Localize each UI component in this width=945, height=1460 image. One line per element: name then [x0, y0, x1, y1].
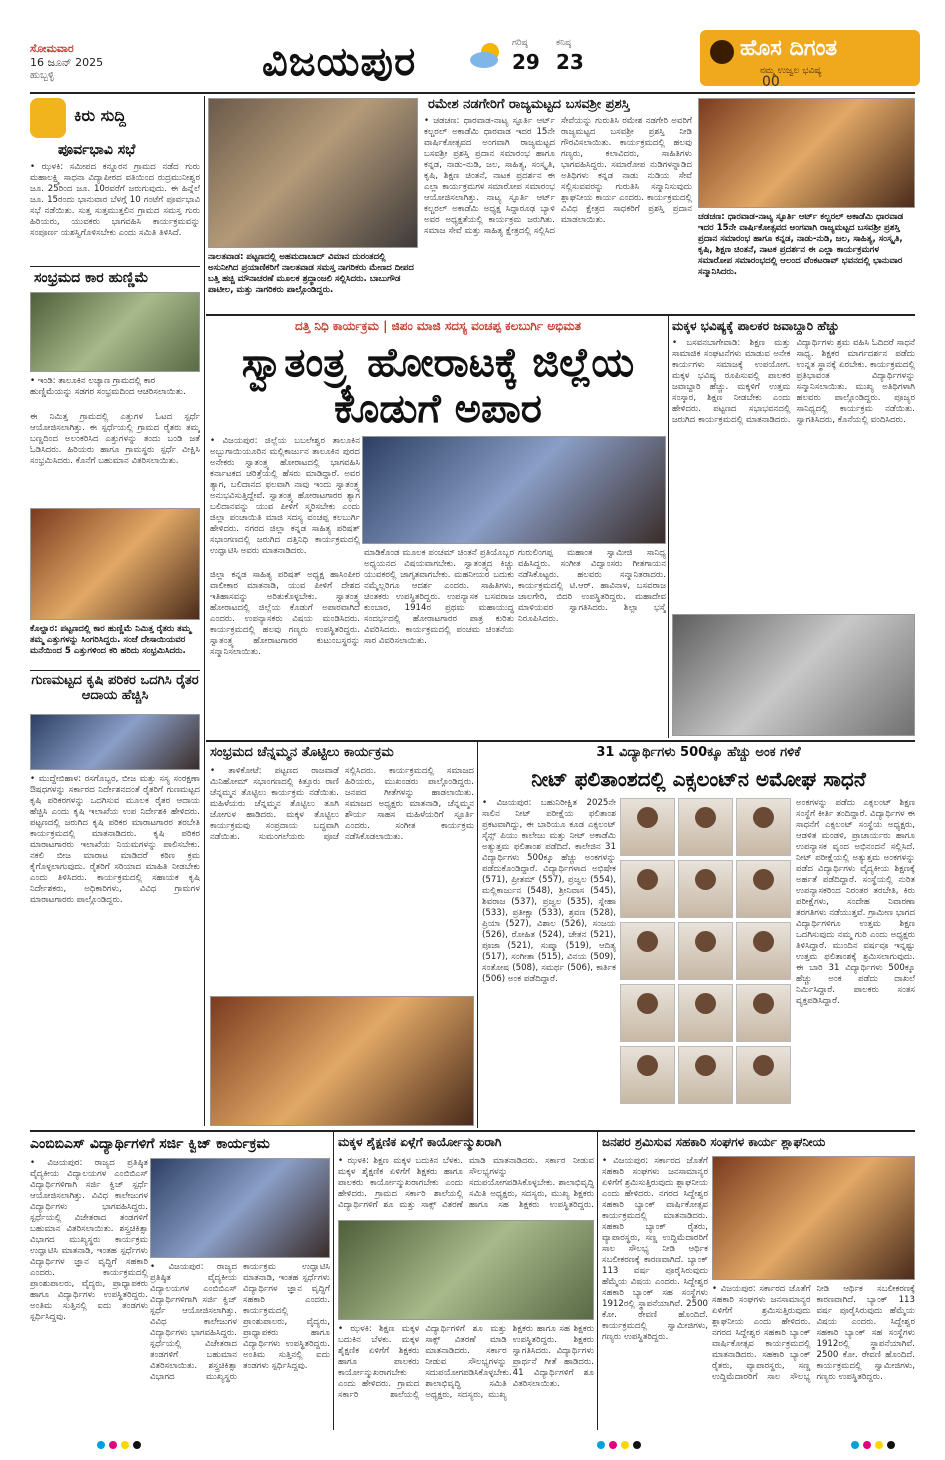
award-body: • ಚಡಚಣ: ಧಾರವಾಡ-ನಾಟ್ಯ ಸ್ಫೂರ್ತಿ ಆರ್ಟ್ ಕಲ್ಚರಲ್ ಅಕಾಡೆಮಿ ಧಾರವಾಡ ಇದರ 15ನೇ ವಾರ್ಷಿಕೋತ್ಸವದ ಅಂಗವಾಗಿ ರಾಜ್ಯಮಟ್ಟದ ಬಸವಶ್ರೀ ಪ್ರಶಸ್ತಿ ಪ್ರದಾನ ಸಮಾರಂಭ ಹಾಗೂ ಕನ್ನಡ, ನಾಡು-ನುಡಿ, ಜಲ, ಸಾಹಿತ್ಯ, ಸಂಸ್ಕೃತಿ, ಕೃಷಿ, ಶಿಕ್ಷಣ ಚಿಂತನೆ, ನಾಟಕ ಪ್ರದರ್ಶನ ಈ ಎಲ್ಲಾ ಕಾರ್ಯಕ್ರಮಗಳ ಸಮಾರೋಪ ಸಮಾರಂಭ ಆಯೋಜಿಸಲಾಗಿತ್ತು. ನಾಟ್ಯ ಸ್ಫೂರ್ತಿ ಆರ್ಟ್ ಕಲ್ಚರಲ್ ಅಕಾಡೆಮಿ ಅಧ್ಯಕ್ಷ ಸಿದ್ದಾರೂಢ ಬ್ಯಾಳಿ ಅವರ ಅಧ್ಯಕ್ಷತೆಯಲ್ಲಿ ಕಾರ್ಯಕ್ರಮ ಜರುಗಿತು. ಸಮಾಜ ಸೇವೆ ಮತ್ತು ಸಾಹಿತ್ಯ ಕ್ಷೇತ್ರದಲ್ಲಿ ಸಲ್ಲಿಸಿದ ಸೇವೆಯನ್ನು ಗುರುತಿಸಿ ರಮೇಶ ನಡಗೇರಿ ಅವರಿಗೆ ರಾಜ್ಯಮಟ್ಟದ ಬಸವಶ್ರೀ ಪ್ರಶಸ್ತಿ ನೀಡಿ ಗೌರವಿಸಲಾಯಿತು. ಕಾರ್ಯಕ್ರಮದಲ್ಲಿ ಹಲವು ಗಣ್ಯರು, ಕಲಾವಿದರು, ಸಾಹಿತಿಗಳು ಭಾಗವಹಿಸಿದ್ದರು. ಸಮಾರೋಪ ನುಡಿಗಳನ್ನಾಡಿದ ಅತಿಥಿಗಳು ಕನ್ನಡ ನಾಡು ನುಡಿಯ ಸೇವೆ ಸಲ್ಲಿಸುವವರನ್ನು ಗುರುತಿಸಿ ಸನ್ಮಾನಿಸುವುದು ಶ್ಲಾಘನೀಯ ಕಾರ್ಯ ಎಂದರು. ಕಾರ್ಯಕ್ರಮದಲ್ಲಿ ವಿವಿಧ ಕ್ಷೇತ್ರದ ಸಾಧಕರಿಗೆ ಪ್ರಶಸ್ತಿ ಪ್ರದಾನ ಮಾಡಲಾಯಿತು.: [424, 116, 692, 236]
weather-max: 29: [512, 50, 540, 74]
shoes-head: ಮಕ್ಕಳ ಶೈಕ್ಷಣಿಕ ಏಳ್ಗೆಗೆ ಕಾರ್ಯೋನ್ಮುಖರಾಗಿ: [338, 1135, 502, 1149]
shoes-body-2: • ಝಳಕಿ: ಶಿಕ್ಷಣ ಮಕ್ಕಳ ಬದುಕಿನ ಬೆಳಕು. ಮಕ್ಕಳ ಶೈಕ್ಷಣಿಕ ಏಳಿಗೆಗೆ ಶಿಕ್ಷಕರು ಹಾಗೂ ಪಾಲಕರು ಕಾರ್ಯೋನ್ಮುಖರಾಗಬೇಕು ಎಂದು ಹೇಳಿದರು. ಗ್ರಾಮದ ಸರ್ಕಾರಿ ಶಾಲೆಯಲ್ಲಿ ವಿದ್ಯಾರ್ಥಿಗಳಿಗೆ ಶೂ ಮತ್ತು ಸಾಕ್ಸ್ ವಿತರಣೆ ಮಾಡಿ ಮಾತನಾಡಿದರು. ಸರ್ಕಾರ ನೀಡುವ ಸೌಲಭ್ಯಗಳನ್ನು ಸದುಪಯೋಗಪಡಿಸಿಕೊಳ್ಳಬೇಕು. ಶಾಲಾಭಿವೃದ್ಧಿ ಸಮಿತಿ ಅಧ್ಯಕ್ಷರು, ಸದಸ್ಯರು, ಮುಖ್ಯ ಶಿಕ್ಷಕರು ಹಾಗೂ ಸಹ ಶಿಕ್ಷಕರು ಉಪಸ್ಥಿತರಿದ್ದರು. ಶಿಕ್ಷಕರು ಸ್ವಾಗತಿಸಿದರು. ವಿದ್ಯಾರ್ಥಿಗಳು ಪ್ರಾರ್ಥನೆ ಗೀತೆ ಹಾಡಿದರು. 41 ವಿದ್ಯಾರ್ಥಿಗಳಿಗೆ ಶೂ ವಿತರಿಸಲಾಯಿತು.: [338, 1324, 594, 1400]
page-number: 00: [762, 74, 780, 90]
masthead-dateline: [30, 42, 230, 90]
masthead-location: ಹುಬ್ಬಳ್ಳಿ: [30, 70, 55, 81]
item2-body: ಈ ನಿಮಿತ್ತ ಗ್ರಾಮದಲ್ಲಿ ಎತ್ತುಗಳ ಓಟದ ಸ್ಪರ್ಧೆ ಆಯೋಜಿಸಲಾಗಿತ್ತು. ಈ ಸ್ಪರ್ಧೆಯಲ್ಲಿ ಗ್ರಾಮದ ರೈತರು ತಮ್ಮ ಬಣ್ಣದಿಂದ ಅಲಂಕರಿಸಿದ ಎತ್ತುಗಳನ್ನು ತಂದು ಬಂಡಿ ಜತೆ ಓಡಿಸಿದರು. ಹಿರಿಯರು ಹಾಗೂ ಗ್ರಾಮಸ್ಥರು ಸ್ಪರ್ಧೆ ವೀಕ್ಷಿಸಿ ಸಂಭ್ರಮಿಸಿದರು. ಕೊನೆಗೆ ಬಹುಮಾನ ವಿತರಿಸಲಾಯಿತು.: [30, 412, 200, 466]
shoes-body: • ಝಳಕಿ: ಶಿಕ್ಷಣ ಮಕ್ಕಳ ಬದುಕಿನ ಬೆಳಕು. ಮಕ್ಕಳ ಶೈಕ್ಷಣಿಕ ಏಳಿಗೆಗೆ ಶಿಕ್ಷಕರು ಹಾಗೂ ಪಾಲಕರು ಕಾರ್ಯೋನ್ಮುಖರಾಗಬೇಕು ಎಂದು ಹೇಳಿದರು. ಗ್ರಾಮದ ಸರ್ಕಾರಿ ಶಾಲೆಯಲ್ಲಿ ವಿದ್ಯಾರ್ಥಿಗಳಿಗೆ ಶೂ ಮತ್ತು ಸಾಕ್ಸ್ ವಿತರಣೆ ಮಾಡಿ ಮಾತನಾಡಿದರು. ಸರ್ಕಾರ ನೀಡುವ ಸೌಲಭ್ಯಗಳನ್ನು ಸದುಪಯೋಗಪಡಿಸಿಕೊಳ್ಳಬೇಕು. ಶಾಲಾಭಿವೃದ್ಧಿ ಸಮಿತಿ ಅಧ್ಯಕ್ಷರು, ಸದಸ್ಯರು, ಮುಖ್ಯ ಶಿಕ್ಷಕರು ಹಾಗೂ ಸಹ ಶಿಕ್ಷಕರು ಉಪಸ್ಥಿತರಿದ್ದರು.: [338, 1156, 594, 1210]
student-photo: [678, 922, 733, 980]
student-photo: [620, 984, 675, 1042]
student-photo: [678, 860, 733, 918]
item3-photo: [30, 714, 200, 770]
lead-kicker: ದತ್ತಿ ನಿಧಿ ಕಾರ್ಯಕ್ರಮ | ಜಿಪಂ ಮಾಜಿ ಸದಸ್ಯ ವಂಚಪ್ಪ ಕಲಬುರ್ಗಿ ಅಭಿಮತ: [295, 319, 581, 333]
student-photo: [736, 860, 791, 918]
student-photo: [736, 798, 791, 856]
shoes-photo: [338, 1220, 594, 1320]
kirusuddi-badge: [30, 98, 170, 138]
weather-min-label: ಕನಿಷ್ಠ: [556, 38, 572, 48]
item2-caption: • ಇಂಡಿ: ತಾಲೂಕಿನ ಲಚ್ಯಾಣ ಗ್ರಾಮದಲ್ಲಿ ಕಾರ ಹುಣ್ಣಿಮೆಯನ್ನು ಸಡಗರ ಸಂಭ್ರಮದಿಂದ ಆಚರಿಸಲಾಯಿತು.: [30, 376, 186, 397]
student-photo: [678, 984, 733, 1042]
chennamma-photo: [210, 996, 474, 1126]
student-photo: [620, 860, 675, 918]
mbbs-body-2: • ವಿಜಯಪುರ: ರಾಜ್ಯದ ಪ್ರತಿಷ್ಠಿತ ವೈದ್ಯಕೀಯ ವಿದ್ಯಾಲಯಗಳ ಎಂಬಿಬಿಎಸ್ ವಿದ್ಯಾರ್ಥಿಗಳಿಗಾಗಿ ಸರ್ಜಿ ಕ್ವಿಜ್ ಸ್ಪರ್ಧೆ ಆಯೋಜಿಸಲಾಗಿತ್ತು. ವಿವಿಧ ಕಾಲೇಜುಗಳ ವಿದ್ಯಾರ್ಥಿಗಳು ಭಾಗವಹಿಸಿದ್ದರು. ಸ್ಪರ್ಧೆಯಲ್ಲಿ ವಿಜೇತರಾದ ತಂಡಗಳಿಗೆ ಬಹುಮಾನ ವಿತರಿಸಲಾಯಿತು. ಶಸ್ತ್ರಚಿಕಿತ್ಸಾ ವಿಭಾಗದ ಮುಖ್ಯಸ್ಥರು ಕಾರ್ಯಕ್ರಮ ಉದ್ಘಾಟಿಸಿ ಮಾತನಾಡಿ, ಇಂತಹ ಸ್ಪರ್ಧೆಗಳು ವಿದ್ಯಾರ್ಥಿಗಳ ಜ್ಞಾನ ವೃದ್ಧಿಗೆ ಸಹಕಾರಿ ಎಂದರು. ಕಾರ್ಯಕ್ರಮದಲ್ಲಿ ಪ್ರಾಂಶುಪಾಲರು, ವೈದ್ಯರು, ಪ್ರಾಧ್ಯಾಪಕರು ಹಾಗೂ ವಿದ್ಯಾರ್ಥಿಗಳು ಉಪಸ್ಥಿತರಿದ್ದರು. ಅಂತಿಮ ಸುತ್ತಿನಲ್ಲಿ ಐದು ತಂಡಗಳು ಸ್ಪರ್ಧಿಸಿದ್ದವು.: [150, 1262, 330, 1382]
item2-head: ಸಂಭ್ರಮದ ಕಾರ ಹುಣ್ಣಿಮೆ: [34, 270, 149, 286]
neet-kicker: 31 ವಿದ್ಯಾರ್ಥಿಗಳು 500ಕ್ಕೂ ಹೆಚ್ಚು ಅಂಕ ಗಳಿಕೆ: [596, 745, 801, 760]
neet-body-2: ಅಂಕಗಳನ್ನು ಪಡೆದು ಎಕ್ಸಲಂಟ್ ಶಿಕ್ಷಣ ಸಂಸ್ಥೆಗೆ ಕೀರ್ತಿ ತಂದಿದ್ದಾರೆ. ವಿದ್ಯಾರ್ಥಿಗಳ ಈ ಸಾಧನೆಗೆ ಎಕ್ಸಲಂಟ್ ಸಂಸ್ಥೆಯ ಅಧ್ಯಕ್ಷರು, ಆಡಳಿತ ಮಂಡಳಿ, ಪ್ರಾಚಾರ್ಯರು ಹಾಗೂ ಉಪನ್ಯಾಸಕ ವೃಂದ ಅಭಿನಂದನೆ ಸಲ್ಲಿಸಿದೆ. ನೀಟ್ ಪರೀಕ್ಷೆಯಲ್ಲಿ ಅತ್ಯುತ್ತಮ ಅಂಕಗಳನ್ನು ಪಡೆದ ವಿದ್ಯಾರ್ಥಿಗಳು ವೈದ್ಯಕೀಯ ಶಿಕ್ಷಣಕ್ಕೆ ಅರ್ಹತೆ ಪಡೆದಿದ್ದಾರೆ. ಸಂಸ್ಥೆಯಲ್ಲಿ ನುರಿತ ಉಪನ್ಯಾಸಕರಿಂದ ನಿರಂತರ ತರಬೇತಿ, ಕಿರು ಪರೀಕ್ಷೆಗಳು, ಸಂದೇಹ ನಿವಾರಣಾ ತರಗತಿಗಳು ನಡೆಯುತ್ತವೆ. ಗ್ರಾಮೀಣ ಭಾಗದ ವಿದ್ಯಾರ್ಥಿಗಳಿಗೂ ಉತ್ತಮ ಶಿಕ್ಷಣ ಒದಗಿಸುವುದು ನಮ್ಮ ಗುರಿ ಎಂದು ಅಧ್ಯಕ್ಷರು ತಿಳಿಸಿದ್ದಾರೆ. ಮುಂದಿನ ವರ್ಷವೂ ಇನ್ನಷ್ಟು ಉತ್ತಮ ಫಲಿತಾಂಶಕ್ಕೆ ಶ್ರಮಿಸಲಾಗುವುದು. ಈ ಬಾರಿ 31 ವಿದ್ಯಾರ್ಥಿಗಳು 500ಕ್ಕೂ ಹೆಚ್ಚು ಅಂಕ ಪಡೆದು ದಾಖಲೆ ನಿರ್ಮಿಸಿದ್ದಾರೆ. ಪಾಲಕರು ಸಂತಸ ವ್ಯಕ್ತಪಡಿಸಿದ್ದಾರೆ.: [796, 798, 915, 1006]
cooperative-head: ಜನಪರ ಶ್ರಮಿಸುವ ಸಹಕಾರಿ ಸಂಘಗಳ ಕಾರ್ಯ ಶ್ಲಾಘನೀಯ: [602, 1135, 826, 1149]
weather-max-label: ಗರಿಷ್ಠ: [512, 38, 528, 48]
lead-photo: [362, 436, 666, 544]
lead-body-2: ಜಿಲ್ಲಾ ಕನ್ನಡ ಸಾಹಿತ್ಯ ಪರಿಷತ್ ಅಧ್ಯಕ್ಷ ಹಾಸಿಂಪೀರ ವಾಲೀಕಾರ ಮಾತನಾಡಿ, ಯುವ ಪೀಳಿಗೆ ದೇಶದ ಇತಿಹಾಸವನ್ನು ಅರಿತುಕೊಳ್ಳಬೇಕು. ಸ್ವಾತಂತ್ರ್ಯ ಹೋರಾಟದಲ್ಲಿ ಜಿಲ್ಲೆಯ ಕೊಡುಗೆ ಅಪಾರವಾಗಿದೆ ಎಂದರು. ಉಪನ್ಯಾಸಕರು ವಿಷಯ ಮಂಡಿಸಿದರು. ಕಾರ್ಯಕ್ರಮದಲ್ಲಿ ಹಲವು ಗಣ್ಯರು ಉಪಸ್ಥಿತರಿದ್ದರು. ಸ್ವಾತಂತ್ರ್ಯ ಹೋರಾಟಗಾರರ ಕುಟುಂಬಸ್ಥರನ್ನು ಸನ್ಮಾನಿಸಲಾಯಿತು.: [210, 570, 360, 657]
parents-head: ಮಕ್ಕಳ ಭವಿಷ್ಯಕ್ಕೆ ಪಾಲಕರ ಜವಾಬ್ದಾರಿ ಹೆಚ್ಚು: [672, 319, 840, 333]
mbbs-body: • ವಿಜಯಪುರ: ರಾಜ್ಯದ ಪ್ರತಿಷ್ಠಿತ ವೈದ್ಯಕೀಯ ವಿದ್ಯಾಲಯಗಳ ಎಂಬಿಬಿಎಸ್ ವಿದ್ಯಾರ್ಥಿಗಳಿಗಾಗಿ ಸರ್ಜಿ ಕ್ವಿಜ್ ಸ್ಪರ್ಧೆ ಆಯೋಜಿಸಲಾಗಿತ್ತು. ವಿವಿಧ ಕಾಲೇಜುಗಳ ವಿದ್ಯಾರ್ಥಿಗಳು ಭಾಗವಹಿಸಿದ್ದರು. ಸ್ಪರ್ಧೆಯಲ್ಲಿ ವಿಜೇತರಾದ ತಂಡಗಳಿಗೆ ಬಹುಮಾನ ವಿತರಿಸಲಾಯಿತು. ಶಸ್ತ್ರಚಿಕಿತ್ಸಾ ವಿಭಾಗದ ಮುಖ್ಯಸ್ಥರು ಕಾರ್ಯಕ್ರಮ ಉದ್ಘಾಟಿಸಿ ಮಾತನಾಡಿ, ಇಂತಹ ಸ್ಪರ್ಧೆಗಳು ವಿದ್ಯಾರ್ಥಿಗಳ ಜ್ಞಾನ ವೃದ್ಧಿಗೆ ಸಹಕಾರಿ ಎಂದರು. ಕಾರ್ಯಕ್ರಮದಲ್ಲಿ ಪ್ರಾಂಶುಪಾಲರು, ವೈದ್ಯರು, ಪ್ರಾಧ್ಯಾಪಕರು ಹಾಗೂ ವಿದ್ಯಾರ್ಥಿಗಳು ಉಪಸ್ಥಿತರಿದ್ದರು. ಅಂತಿಮ ಸುತ್ತಿನಲ್ಲಿ ಐದು ತಂಡಗಳು ಸ್ಪರ್ಧಿಸಿದ್ದವು.: [30, 1158, 148, 1322]
masthead-date: 16 ಜೂನ್ 2025: [30, 56, 104, 69]
award-photo-caption: ಚಡಚಣ: ಧಾರವಾಡ-ನಾಟ್ಯ ಸ್ಫೂರ್ತಿ ಆರ್ಟ್ ಕಲ್ಚರಲ್ ಅಕಾಡೆಮಿ ಧಾರವಾಡ ಇದರ 15ನೇ ವಾರ್ಷಿಕೋತ್ಸವದ ಅಂಗವಾಗಿ ರಾಜ್ಯಮಟ್ಟದ ಬಸವಶ್ರೀ ಪ್ರಶಸ್ತಿ ಪ್ರದಾನ ಸಮಾರಂಭ ಹಾಗೂ ಕನ್ನಡ, ನಾಡು-ನುಡಿ, ಜಲ, ಸಾಹಿತ್ಯ, ಸಂಸ್ಕೃತಿ, ಕೃಷಿ, ಶಿಕ್ಷಣ ಚಿಂತನೆ, ನಾಟಕ ಪ್ರದರ್ಶನ ಈ ಎಲ್ಲಾ ಕಾರ್ಯಕ್ರಮಗಳ ಸಮಾರೋಪ ಸಮಾರಂಭದಲ್ಲಿ ಆಲಂದ ವೆಂಕಟರಾವ್ ಭವನದಲ್ಲಿ ಭಾನುವಾರ ಸನ್ಮಾನಿಸಿದರು.: [698, 212, 904, 277]
masthead-title: ವಿಜಯಪುರ: [262, 38, 417, 85]
neet-headline: ನೀಟ್ ಫಲಿತಾಂಶದಲ್ಲಿ ಎಕ್ಸಲಂಟ್‌ನ ಅಮೋಘ ಸಾಧನೆ: [531, 767, 866, 791]
masthead-day: ಸೋಮವಾರ: [30, 42, 74, 55]
hand-icon: [30, 98, 66, 138]
award-photo: [698, 98, 915, 208]
cooperative-photo: [712, 1156, 915, 1280]
item2-photo-bulls: [30, 508, 200, 620]
lead-body-4: ಗುರುಲಿಂಗಪ್ಪ ಮಹಾಂತ ಸ್ವಾಮೀಜಿ ಸಾನಿಧ್ಯ ವಹಿಸಿದ್ದರು. ಸಂಗೀತ ವಿದ್ವಾಂಸರು ಗೀತಗಾಯನ ನಡೆಸಿಕೊಟ್ಟರು. ಹಲವರು ಸನ್ಮಾನಿತರಾದರು. ಕಾರ್ಯಕ್ರಮದಲ್ಲಿ ಟಿ.ಆರ್. ಹಾವಿನಾಳ, ಬಸವರಾಜ ಜಾಲಗೇರಿ, ಬಿದರಿ ಉಪಸ್ಥಿತರಿದ್ದರು. ಮಹಾದೇವ ಮಾಳಿಯವರ ಸ್ವಾಗತಿಸಿದರು. ಶಿಲ್ಪಾ ಭಸ್ಮೆ ನಿರೂಪಿಸಿದರು.: [518, 548, 666, 624]
student-photo: [678, 798, 733, 856]
student-photo: [620, 1046, 675, 1104]
student-photo: [736, 984, 791, 1042]
mbbs-photo: [150, 1158, 330, 1258]
lead-body-1: • ವಿಜಯಪುರ: ಜಿಲ್ಲೆಯ ಬಬಲೇಶ್ವರ ತಾಲೂಕಿನ ಅಬ್ಬುಗಾಯಿಯೂರಿನ ಮಲ್ಲಿಕಾರ್ಜುನ ತಾಲೂಕಿನ ಪುರದ ಅನೇಕರು ಸ್ವಾತಂತ್ರ್ಯ ಹೋರಾಟದಲ್ಲಿ ಭಾಗವಹಿಸಿ ಕರ್ನಾಟಕದ ಚರಿತ್ರೆಯಲ್ಲಿ ಹೆಸರು ಮಾಡಿದ್ದಾರೆ. ಅವರ ತ್ಯಾಗ, ಬಲಿದಾನದ ಫಲವಾಗಿ ನಾವು ಇಂದು ಸ್ವಾತಂತ್ರ್ಯ ಅನುಭವಿಸುತ್ತಿದ್ದೇವೆ. ಸ್ವಾತಂತ್ರ್ಯ ಹೋರಾಟಗಾರರ ತ್ಯಾಗ ಬಲಿದಾನವನ್ನು ಯುವ ಪೀಳಿಗೆ ಸ್ಮರಿಸಬೇಕು ಎಂದು ಜಿಲ್ಲಾ ಪಂಚಾಯಿತಿ ಮಾಜಿ ಸದಸ್ಯ ವಂಚಪ್ಪ ಕಲಬುರ್ಗಿ ಹೇಳಿದರು. ನಗರದ ಜಿಲ್ಲಾ ಕನ್ನಡ ಸಾಹಿತ್ಯ ಪರಿಷತ್ ಸಭಾಂಗಣದಲ್ಲಿ ಜರುಗಿದ ದತ್ತಿನಿಧಿ ಕಾರ್ಯಕ್ರಮದಲ್ಲಿ ಉದ್ಘಾಟಿಸಿ ಅವರು ಮಾತನಾಡಿದರು.: [210, 436, 360, 556]
parents-photo: [672, 614, 915, 736]
newspaper-logo: [700, 30, 920, 86]
weather-min: 23: [556, 50, 584, 74]
item1-head: ಪೂರ್ವಭಾವಿ ಸಭೆ: [58, 142, 136, 158]
lead-body-3: ಮಾಡಿಕೊಂಡ ಮೂಲಕ ಪಂಚಮ್ ಚಿಂತನೆ ಪ್ರತಿಯೊಬ್ಬರ ಅಧ್ಯಯನದ ವಿಷಯವಾಗಬೇಕು. ಸ್ವಾತಂತ್ರ್ಯದ ಕಿಚ್ಚು ಯುವಕರಲ್ಲಿ ಜಾಗೃತವಾಗಬೇಕು. ಮಹನೀಯರ ಬದುಕು ನಮ್ಮೆಲ್ಲರಿಗೂ ಆದರ್ಶ ಎಂದರು. ಸಾಹಿತಿಗಳು, ಚಿಂತಕರು ಉಪಸ್ಥಿತರಿದ್ದರು. ಉಪನ್ಯಾಸಕ ಬಸವರಾಜ ಕುಂಬಾರ, 1914ರ ಪ್ರಥಮ ಮಹಾಯುದ್ಧ ಸಂದರ್ಭದಲ್ಲಿ ಹೋರಾಟಗಾರರ ಪಾತ್ರ ಕುರಿತು ವಿವರಿಸಿದರು. ಕಾರ್ಯಕ್ರಮದಲ್ಲಿ ಪಂಚಮ ಚಿಂತನೆಯ ಸಾರ ವಿವರಿಸಲಾಯಿತು.: [364, 548, 514, 646]
candle-vigil-photo: [208, 98, 418, 248]
registration-marks: [850, 1440, 910, 1450]
item3-head: ಗುಣಮಟ್ಟದ ಕೃಷಿ ಪರಿಕರ ಒದಗಿಸಿ ರೈತರ ಆದಾಯ ಹೆಚ್ಚಿಸಿ: [31, 673, 199, 703]
item3-body: • ಮುದ್ದೇಬಿಹಾಳ: ರಸಗೊಬ್ಬರ, ಬೀಜ ಮತ್ತು ಸಸ್ಯ ಸಂರಕ್ಷಣಾ ಔಷಧಗಳನ್ನು ಸರ್ಕಾರದ ನಿರ್ದೇಶನದಂತೆ ರೈತರಿಗೆ ಗುಣಮಟ್ಟದ ಕೃಷಿ ಪರಿಕರಗಳನ್ನು ಒದಗಿಸುವ ಮೂಲಕ ರೈತರ ಆದಾಯ ಹೆಚ್ಚಿಸಿ ಎಂದು ಕೃಷಿ ಇಲಾಖೆಯ ಉಪ ನಿರ್ದೇಶಕಿ ಹೇಳಿದರು. ಪಟ್ಟಣದಲ್ಲಿ ಜರುಗಿದ ಕೃಷಿ ಪರಿಕರ ಮಾರಾಟಗಾರರ ತರಬೇತಿ ಕಾರ್ಯಕ್ರಮದಲ್ಲಿ ಮಾತನಾಡಿದರು. ಕೃಷಿ ಪರಿಕರ ಮಾರಾಟಗಾರರು ಇಲಾಖೆಯ ನಿಯಮಗಳನ್ನು ಪಾಲಿಸಬೇಕು. ನಕಲಿ ಬೀಜ ಮಾರಾಟ ಮಾಡಿದರೆ ಕಠಿಣ ಕ್ರಮ ಕೈಗೊಳ್ಳಲಾಗುವುದು. ರೈತರಿಗೆ ಸರಿಯಾದ ಮಾಹಿತಿ ನೀಡಬೇಕು ಎಂದು ತಿಳಿಸಿದರು. ಕಾರ್ಯಕ್ರಮದಲ್ಲಿ ಸಹಾಯಕ ಕೃಷಿ ನಿರ್ದೇಶಕರು, ಅಧಿಕಾರಿಗಳು, ವಿವಿಧ ಗ್ರಾಮಗಳ ಮಾರಾಟಗಾರರು ಪಾಲ್ಗೊಂಡಿದ್ದರು.: [30, 774, 200, 905]
kirusuddi-label: ಕಿರು ಸುದ್ದಿ: [74, 106, 126, 125]
item1-body: • ಝಳಕಿ: ಸಮೀಪದ ಕನ್ನೂರನ ಗ್ರಾಮದ ನಡೆದ ಗುರು ಮಹಾಲಕ್ಷ್ಮಿ ಸಾಧನಾ ವಿದ್ಯಾಪೀಠದ ವತಿಯಿಂದ ರುದ್ರಮುನೀಶ್ವರ ಜೂ. 25ರಿಂದ ಜೂ. 10ರವರೆಗೆ ಜರುಗುವುದು. ಈ ಹಿನ್ನೆಲೆ ಜೂ. 15ರಂದು ಭಾನುವಾರ ಬೆಳಗ್ಗೆ 10 ಗಂಟೆಗೆ ಪೂರ್ವಭಾವಿ ಸಭೆ ನಡೆಯಿತು. ಸುತ್ತ ಸುತ್ತಮುತ್ತಲಿನ ಗ್ರಾಮದ ಸಮಸ್ತ ಗುರು ಹಿರಿಯರು, ಯುವಕರು ಭಾಗವಹಿಸಿ ಕಾರ್ಯಕ್ರಮವನ್ನು ಸಂಪೂರ್ಣ ಯಶಸ್ವಿಗೊಳಿಸಬೇಕು ಎಂದು ಸಮಿತಿ ತಿಳಿಸಿದೆ.: [30, 162, 200, 238]
neet-student-grid: [620, 798, 792, 1124]
weather-box: [468, 38, 618, 88]
candle-vigil-caption: ನಾಲತವಾಡ: ಪಟ್ಟಣದಲ್ಲಿ ಅಹಮದಾಬಾದ್ ವಿಮಾನ ದುರಂತದಲ್ಲಿ ಅಸುನೀಗಿದ ಪ್ರಯಾಣಿಕರಿಗೆ ನಾಲತವಾಡ ಸಮಸ್ತ ನಾಗರಿಕರು ಮೇಣದ ದೀಪದ ಬತ್ತಿ ಹಚ್ಚಿ ಮೌನಾಚರಣೆ ಮೂಲಕ ಶ್ರದ್ಧಾಂಜಲಿ ಸಲ್ಲಿಸಿದರು. ಬಾಬುಗೌಡ ಪಾಟೀಲ, ಮತ್ತು ನಾಗರಿಕರು ಪಾಲ್ಗೊಂಡಿದ್ದರು.: [208, 252, 414, 295]
chennamma-head: ಸಂಭ್ರಮದ ಚೆನ್ನಮ್ಮನ ತೊಟ್ಟಿಲು ಕಾರ್ಯಕ್ರಮ: [210, 745, 394, 760]
logo-tagline: ನಮ್ಮ ಉಜ್ವಲ ಭವಿಷ್ಯ: [760, 66, 822, 76]
student-photo: [620, 798, 675, 856]
parents-body: • ಬಸವನಬಾಗೇವಾಡಿ: ಶಿಕ್ಷಣ ಮತ್ತು ಸಾಮಾಜಿಕ ಸಂಘಟನೆಗಳು ಮಾಡುವ ಅನೇಕ ಕಾರ್ಯಗಳು ಸಮಾಜಕ್ಕೆ ಉಪಯೋಗ. ಮಕ್ಕಳ ಭವಿಷ್ಯ ರೂಪಿಸುವಲ್ಲಿ ಪಾಲಕರ ಜವಾಬ್ದಾರಿ ಹೆಚ್ಚು. ಮಕ್ಕಳಿಗೆ ಉತ್ತಮ ಸಂಸ್ಕಾರ, ಶಿಕ್ಷಣ ನೀಡಬೇಕು ಎಂದು ಹೇಳಿದರು. ಪಟ್ಟಣದ ಸಭಾಭವನದಲ್ಲಿ ಜರುಗಿದ ಕಾರ್ಯಕ್ರಮದಲ್ಲಿ ಮಾತನಾಡಿದರು. ವಿದ್ಯಾರ್ಥಿಗಳು ಶ್ರಮ ವಹಿಸಿ ಓದಿದರೆ ಸಾಧನೆ ಸಾಧ್ಯ. ಶಿಕ್ಷಕರ ಮಾರ್ಗದರ್ಶನ ಪಡೆದು ಉನ್ನತ ಸ್ಥಾನಕ್ಕೆ ಏರಬೇಕು. ಕಾರ್ಯಕ್ರಮದಲ್ಲಿ ಪ್ರತಿಭಾವಂತ ವಿದ್ಯಾರ್ಥಿಗಳನ್ನು ಸನ್ಮಾನಿಸಲಾಯಿತು. ಮುಖ್ಯ ಅತಿಥಿಗಳಾಗಿ ಹಲವರು ಪಾಲ್ಗೊಂಡಿದ್ದರು. ಪೂಜ್ಯರ ಸಾನಿಧ್ಯದಲ್ಲಿ ಕಾರ್ಯಕ್ರಮ ನಡೆಯಿತು. ಸ್ವಾಗತಿಸಿದರು, ಕೊನೆಯಲ್ಲಿ ವಂದಿಸಿದರು.: [672, 338, 915, 425]
student-photo: [736, 1046, 791, 1104]
student-photo: [678, 1046, 733, 1104]
registration-marks: [596, 1440, 656, 1450]
cooperative-body-2: • ವಿಜಯಪುರ: ಸರ್ಕಾರದ ಜೊತೆಗೆ ಸಹಕಾರಿ ಸಂಘಗಳು ಜನಸಾಮಾನ್ಯರ ಏಳಿಗೆಗೆ ಶ್ರಮಿಸುತ್ತಿರುವುದು ಶ್ಲಾಘನೀಯ ಎಂದು ಹೇಳಿದರು. ನಗರದ ಸಿದ್ದೇಶ್ವರ ಸಹಕಾರಿ ಬ್ಯಾಂಕ್ ವಾರ್ಷಿಕೋತ್ಸವ ಕಾರ್ಯಕ್ರಮದಲ್ಲಿ ಮಾತನಾಡಿದರು. ಸಹಕಾರಿ ಬ್ಯಾಂಕ್ ರೈತರು, ವ್ಯಾಪಾರಸ್ಥರು, ಸಣ್ಣ ಉದ್ದಿಮೆದಾರರಿಗೆ ಸಾಲ ಸೌಲಭ್ಯ ನೀಡಿ ಆರ್ಥಿಕ ಸಬಲೀಕರಣಕ್ಕೆ ಕಾರಣವಾಗಿದೆ. ಬ್ಯಾಂಕ್ 113 ವರ್ಷ ಪೂರೈಸಿರುವುದು ಹೆಮ್ಮೆಯ ವಿಷಯ ಎಂದರು. ಸಿದ್ದೇಶ್ವರ ಸಹಕಾರಿ ಬ್ಯಾಂಕ್ ಸಹ ಸಂಸ್ಥೆಗಳು 1912ರಲ್ಲಿ ಸ್ಥಾಪನೆಯಾಗಿವೆ. 2500 ಕೋ. ಠೇವಣಿ ಹೊಂದಿದೆ. ಕಾರ್ಯಕ್ರಮದಲ್ಲಿ ಸ್ವಾಮೀಜಿಗಳು, ಗಣ್ಯರು ಉಪಸ್ಥಿತರಿದ್ದರು.: [712, 1284, 915, 1382]
logo-emblem-icon: [710, 40, 734, 64]
mbbs-head: ಎಂಬಿಬಿಎಸ್ ವಿದ್ಯಾರ್ಥಿಗಳಿಗೆ ಸರ್ಜಿ ಕ್ವಿಜ್ ಕಾರ್ಯಕ್ರಮ: [30, 1136, 270, 1152]
item2-caption2: ಕೊಲ್ಹಾರ: ಪಟ್ಟಣದಲ್ಲಿ ಕಾರ ಹುಣ್ಣಿಮೆ ನಿಮಿತ್ತ ರೈತರು ತಮ್ಮ ತಮ್ಮ ಎತ್ತುಗಳನ್ನು ಸಿಂಗರಿಸಿದ್ದರು. ಸಂಜೆ ದೇಸಾಯಿಯವರ ಮನೆಯಿಂದ 5 ಎತ್ತುಗಳಿಂದ ಕರಿ ಹರಿದು ಸಂಭ್ರಮಿಸಿದರು.: [30, 624, 192, 656]
student-photo: [620, 922, 675, 980]
lead-headline: ಸ್ವಾತಂತ್ರ್ಯ ಹೋರಾಟಕ್ಕೆ ಜಿಲ್ಲೆಯ ಕೊಡುಗೆ ಅಪಾರ: [241, 339, 635, 432]
registration-marks: [96, 1440, 156, 1450]
cloud-sun-icon: [468, 40, 508, 70]
award-head: ರಮೇಶ ನಡಗೇರಿಗೆ ರಾಜ್ಯಮಟ್ಟದ ಬಸವಶ್ರೀ ಪ್ರಶಸ್ತಿ: [428, 97, 630, 112]
logo-text: ಹೊಸ ದಿಗಂತ: [740, 36, 838, 61]
chennamma-body: • ತಾಳಿಕೋಟೆ: ಪಟ್ಟಣದ ರಾಜವಾಡೆ ಮಿನಿಹೋಮ್ ಸಭಾಂಗಣದಲ್ಲಿ ಕಿತ್ತೂರು ರಾಣಿ ಚೆನ್ನಮ್ಮನ ತೊಟ್ಟಿಲು ಕಾರ್ಯಕ್ರಮ ನಡೆಯಿತು. ಮಹಿಳೆಯರು ಚೆನ್ನಮ್ಮನ ತೊಟ್ಟಿಲು ತೂಗಿ ಜೋಗುಳ ಹಾಡಿದರು. ಮಕ್ಕಳ ತೊಟ್ಟಿಲು ಕಾರ್ಯಕ್ರಮವು ಸಂಪ್ರದಾಯ ಬದ್ಧವಾಗಿ ನಡೆಯಿತು. ಸುಮಂಗಲೆಯರು ಪೂಜೆ ಸಲ್ಲಿಸಿದರು. ಕಾರ್ಯಕ್ರಮದಲ್ಲಿ ಸಮಾಜದ ಹಿರಿಯರು, ಮುಖಂಡರು ಪಾಲ್ಗೊಂಡಿದ್ದರು. ಜನಪದ ಗೀತೆಗಳನ್ನು ಹಾಡಲಾಯಿತು. ಸಮಾಜದ ಅಧ್ಯಕ್ಷರು ಮಾತನಾಡಿ, ಚೆನ್ನಮ್ಮನ ಶೌರ್ಯ ಸಾಹಸ ಮಹಿಳೆಯರಿಗೆ ಸ್ಫೂರ್ತಿ ಎಂದರು. ಸಂಗೀತ ಕಾರ್ಯಕ್ರಮ ನಡೆಸಿಕೊಡಲಾಯಿತು.: [210, 766, 474, 842]
student-photo: [736, 922, 791, 980]
item2-photo: [30, 292, 200, 372]
cooperative-body: • ವಿಜಯಪುರ: ಸರ್ಕಾರದ ಜೊತೆಗೆ ಸಹಕಾರಿ ಸಂಘಗಳು ಜನಸಾಮಾನ್ಯರ ಏಳಿಗೆಗೆ ಶ್ರಮಿಸುತ್ತಿರುವುದು ಶ್ಲಾಘನೀಯ ಎಂದು ಹೇಳಿದರು. ನಗರದ ಸಿದ್ದೇಶ್ವರ ಸಹಕಾರಿ ಬ್ಯಾಂಕ್ ವಾರ್ಷಿಕೋತ್ಸವ ಕಾರ್ಯಕ್ರಮದಲ್ಲಿ ಮಾತನಾಡಿದರು. ಸಹಕಾರಿ ಬ್ಯಾಂಕ್ ರೈತರು, ವ್ಯಾಪಾರಸ್ಥರು, ಸಣ್ಣ ಉದ್ದಿಮೆದಾರರಿಗೆ ಸಾಲ ಸೌಲಭ್ಯ ನೀಡಿ ಆರ್ಥಿಕ ಸಬಲೀಕರಣಕ್ಕೆ ಕಾರಣವಾಗಿದೆ. ಬ್ಯಾಂಕ್ 113 ವರ್ಷ ಪೂರೈಸಿರುವುದು ಹೆಮ್ಮೆಯ ವಿಷಯ ಎಂದರು. ಸಿದ್ದೇಶ್ವರ ಸಹಕಾರಿ ಬ್ಯಾಂಕ್ ಸಹ ಸಂಸ್ಥೆಗಳು 1912ರಲ್ಲಿ ಸ್ಥಾಪನೆಯಾಗಿವೆ. 2500 ಕೋ. ಠೇವಣಿ ಹೊಂದಿದೆ. ಕಾರ್ಯಕ್ರಮದಲ್ಲಿ ಸ್ವಾಮೀಜಿಗಳು, ಗಣ್ಯರು ಉಪಸ್ಥಿತರಿದ್ದರು.: [602, 1156, 708, 1342]
neet-body-1: • ವಿಜಯಪುರ: ಬಹುನಿರೀಕ್ಷಿತ 2025ನೇ ಸಾಲಿನ ನೀಟ್ ಪರೀಕ್ಷೆಯ ಫಲಿತಾಂಶ ಪ್ರಕಟವಾಗಿದ್ದು, ಈ ಬಾರಿಯೂ ಕೂಡ ಎಕ್ಸಲಂಟ್ ಸೈನ್ಸ್ ಪಿಯು ಕಾಲೇಜು ಮತ್ತು ನೀಟ್ ಅಕಾಡೆಮಿ ಅತ್ಯುತ್ತಮ ಫಲಿತಾಂಶ ಪಡೆದಿದೆ. ಕಾಲೇಜಿನ 31 ವಿದ್ಯಾರ್ಥಿಗಳು 500ಕ್ಕೂ ಹೆಚ್ಚು ಅಂಕಗಳನ್ನು ಪಡೆದುಕೊಂಡಿದ್ದಾರೆ. ವಿದ್ಯಾರ್ಥಿಗಳಾದ ಅಭಿಷೇಕ (571), ಪ್ರೀತಮ್ (557), ಪ್ರಜ್ವಲ (554), ಮಲ್ಲಿಕಾರ್ಜುನ (548), ಶ್ರೀನಿವಾಸ (545), ಶಿವರಾಜ (537), ಪ್ರಜ್ವಲ (535), ಸ್ನೇಹಾ (533), ಪ್ರತೀಕ್ಷಾ (533), ಶ್ರವಣ (528), ಪ್ರಿಯಾ (527), ವಿಶಾಲ (526), ಸಂಜಯ (526), ರೋಹಿತ (524), ಚೇತನ (521), ಪೂಜಾ (521), ಸುಷ್ಮಾ (519), ಆದಿತ್ಯ (517), ಸಂಗೀತಾ (515), ವಿನಯ (509), ಸಂತೋಷ (508), ಸಮರ್ಥ (506), ಕಾರ್ತಿಕ (506) ಅಂಕ ಪಡೆದಿದ್ದಾರೆ.: [482, 798, 616, 984]
